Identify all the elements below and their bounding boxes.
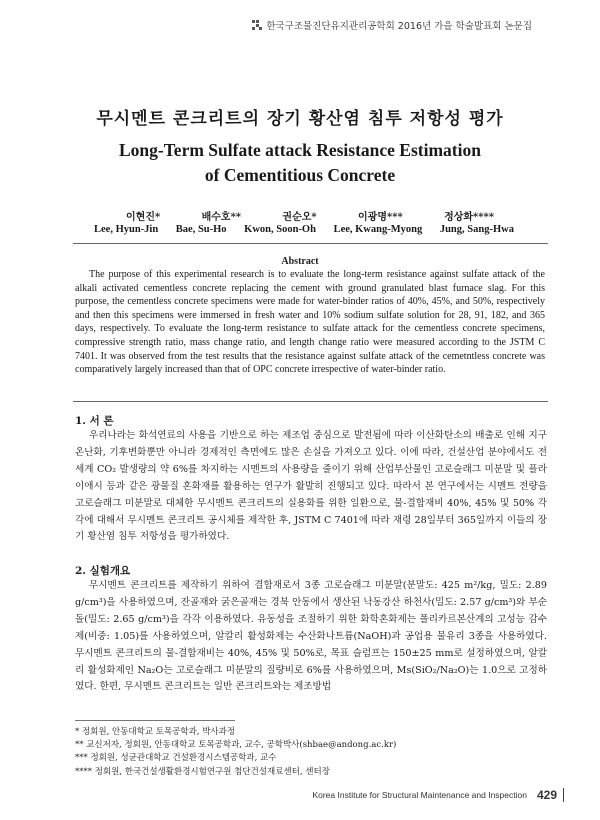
abstract-body: The purpose of this experimental research is to evaluate the long-term resistance against sulfate attack of the alkali activated cementless concrete replacing the cement with ground granulated blast furnace slag. For this purpose, the cementless concrete specimens were made for water-binder ratios of 40%, 45%, and 50%, respectively and then this specimens were immersed in fresh water and 10% sodium sulfate solution for 28, 91, 182, and 365 days, respectively. To evaluate the long-term resistance to sulfate attack for the cementless concrete specimens, compressive strength ratio, mass change ratio, and length change ratio were measured according to the JSTM C 7401. It was observed from the test results that the resistance against sulfate attack of the cemetntless concrete was comparatively largely increased than that of OPC concrete irrespective of water-binder ratio. xyxy=(75,269,545,376)
footnotes xyxy=(75,726,545,779)
author-en: Kwon, Soon-Oh xyxy=(244,224,316,235)
page-footer xyxy=(312,788,564,802)
author-en: Lee, Hyun-Jin xyxy=(94,224,159,235)
footnote: *** 정회원, 성균관대학교 건설환경시스템공학과, 교수 xyxy=(75,753,277,764)
authors-english xyxy=(94,224,514,235)
footer-institute: Korea Institute for Structural Maintenance and Inspection xyxy=(312,790,527,800)
author-en: Lee, Kwang-Myong xyxy=(333,224,423,235)
section-body: 우리나라는 화석연료의 사용을 기반으로 하는 제조업 중심으로 발전됨에 따라 이산화탄소의 배출로 인해 지구온난화, 기후변화뿐만 아니라 경제적인 측면에도 많은 손실을 가져오고 있다. 이에 따라, 건설산업 분야에서도 전 세계 CO₂ 발생량의 약 6%를 차지하는 시멘트의 사용량을 줄이기 위해 산업부산물인 고로슬래그 미분말 및 플라이애시 등과 같은 광물질 혼화재를 활용하는 연구가 활발히 진행되고 있다. 따라서 본 연구에서는 시멘트 전량을 고로슬래그 미분말로 대체한 무시멘트 콘크리트의 실용화를 위한 일환으로, 물-결합재비 40%, 45% 및 50% 각각에 대해서 무시멘트 콘크리트 공시체를 제작한 후, JSTM C 7401에 따라 재령 28일부터 365일까지 이들의 장기 황산염 침투 저항성을 평가하였다. xyxy=(75,430,547,543)
author-ko: 정상화**** xyxy=(444,212,494,223)
title-english-line2: of Cementitious Concrete xyxy=(204,165,396,185)
footnote: **** 정회원, 한국건설생활환경시험연구원 첨단건설재료센터, 센터장 xyxy=(75,766,330,777)
footnote-divider xyxy=(75,720,235,721)
author-ko: 배수호** xyxy=(201,212,242,223)
divider xyxy=(73,243,548,244)
running-header xyxy=(252,18,532,32)
title-english xyxy=(0,138,600,188)
author-ko: 이현진* xyxy=(126,212,161,223)
header-text: 한국구조물진단유지관리공학회 2016년 가을 학술발표회 논문집 xyxy=(266,21,532,32)
section-heading: 2. 실험개요 xyxy=(75,565,131,577)
page-number: 429 xyxy=(536,788,557,802)
author-en: Jung, Sang-Hwa xyxy=(439,224,514,235)
title-korean: 무시멘트 콘크리트의 장기 황산염 침투 저항성 평가 xyxy=(96,109,504,129)
author-ko: 권순오* xyxy=(282,212,317,223)
authors-korean xyxy=(100,208,520,223)
footnote: ** 교신저자, 정회원, 안동대학교 토목공학과, 교수, 공학박사(shbae@andong.ac.kr) xyxy=(75,740,397,751)
grid-dots-icon xyxy=(252,20,262,30)
title-english-line1: Long-Term Sulfate attack Resistance Estimation xyxy=(119,140,481,160)
section-heading: 1. 서 론 xyxy=(75,415,114,427)
author-ko: 이광명*** xyxy=(358,212,403,223)
section-body: 무시멘트 콘크리트를 제작하기 위하여 결합재로서 3종 고로슬래그 미분말(분말도: 425 m²/kg, 밀도: 2.89 g/cm³)을 사용하였으며, 잔골재와 굵은골재는 경북 안동에서 생산된 낙동강산 하천사(밀도: 2.57 g/cm³)와 부순돌(밀도: 2.65 g/cm³)을 각각 이용하였다. 유동성을 조절하기 위한 화학혼화제는 폴리카르본산계의 고성능 감수제(비중: 1.05)를 사용하였으며, 알칼리 활성화제는 수산화나트륨(NaOH)과 공업용 물유리 3종을 사용하였다. 무시멘트 콘크리트의 물-결합재비는 40%, 45% 및 50%로, 목표 슬럼프는 150±25 mm로 설정하였으며, 알칼리 활성화제인 Na₂O는 고로슬래그 미분말의 질량비로 6%를 사용하였으며, Ms(SiO₂/Na₂O)는 1.0으로 고정하였다. 한편, 무시멘트 콘크리트는 일반 콘크리트와는 제조방법 xyxy=(75,580,547,693)
footnote: * 정회원, 안동대학교 토목공학과, 박사과정 xyxy=(75,727,236,737)
page-bar xyxy=(563,788,564,802)
abstract-heading: Abstract xyxy=(281,256,319,267)
divider xyxy=(73,401,548,402)
author-en: Bae, Su-Ho xyxy=(175,224,227,235)
